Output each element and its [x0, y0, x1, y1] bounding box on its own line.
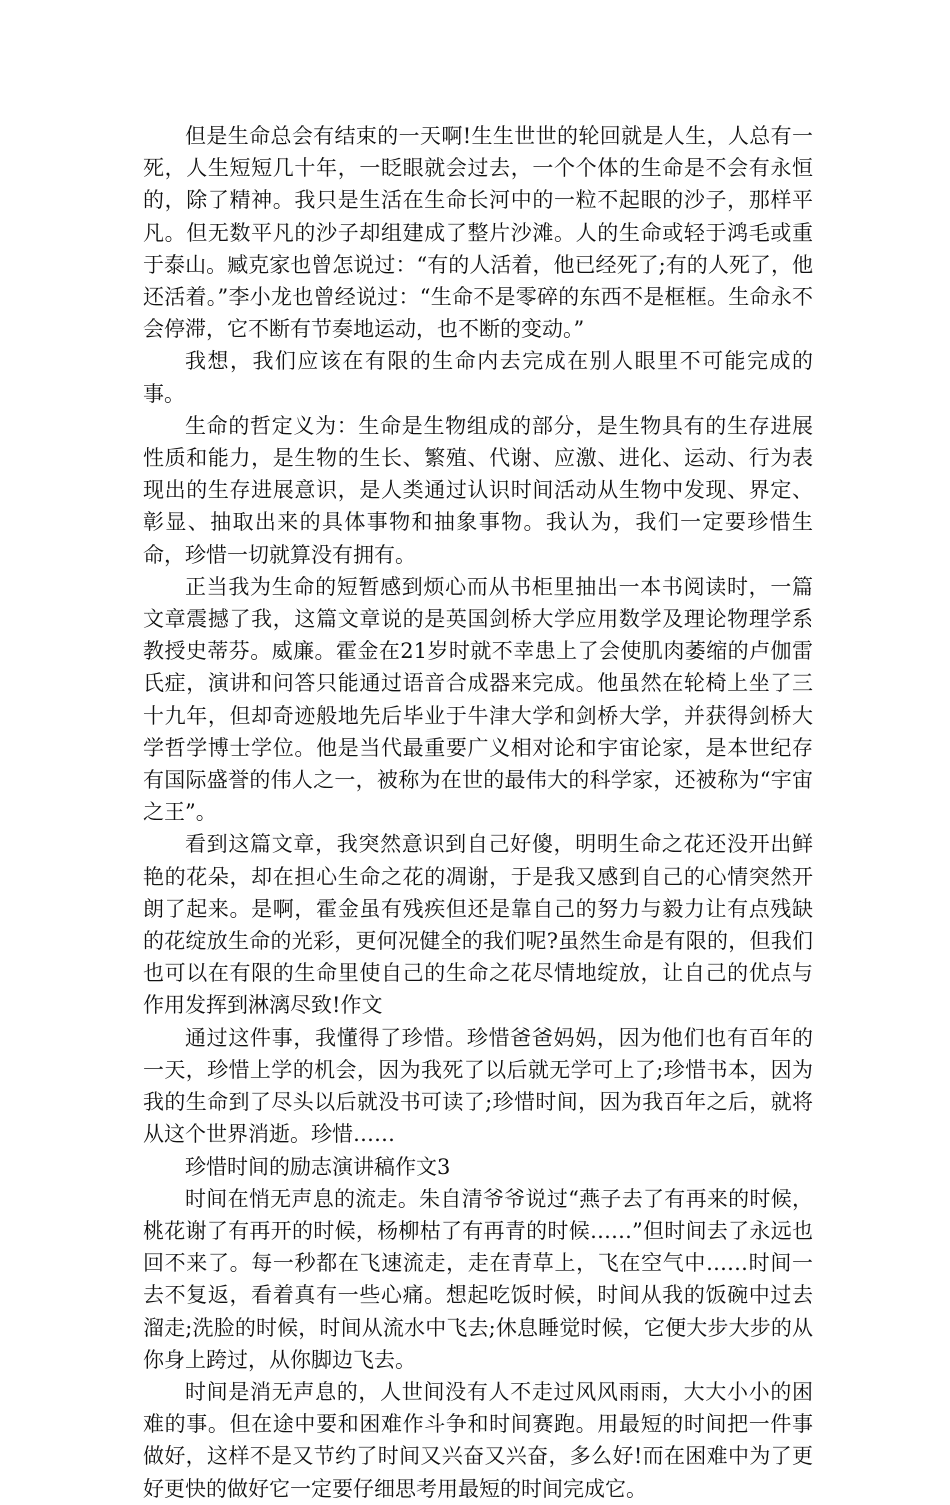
paragraph: 时间在悄无声息的流走。朱自清爷爷说过“燕子去了有再来的时候，桃花谢了有再开的时候，杨柳枯了有再青的时候……”但时间去了永远也回不来了。每一秒都在飞速流走，走在青草上，飞在空气中……时间一去不复返，看着真有一些心痛。想起吃饭时候，时间从我的饭碗中过去溜走;洗脸的时候，时间从流水中飞去;休息睡觉时候，它便大步大步的从你身上跨过，从你脚边飞去。 — [143, 1186, 813, 1372]
paragraph: 通过这件事，我懂得了珍惜。珍惜爸爸妈妈，因为他们也有百年的一天，珍惜上学的机会，因为我死了以后就无学可上了;珍惜书本，因为我的生命到了尽头以后就没书可读了;珍惜时间，因为我百年之后，就将从这个世界消逝。珍惜…… — [143, 1025, 813, 1147]
paragraph: 生命的哲定义为：生命是生物组成的部分，是生物具有的生存进展性质和能力，是生物的生长、繁殖、代谢、应激、进化、运动、行为表现出的生存进展意识，是人类通过认识时间活动从生物中发现、界定、彰显、抽取出来的具体事物和抽象事物。我认为，我们一定要珍惜生命，珍惜一切就算没有拥有。 — [143, 413, 813, 567]
paragraph: 看到这篇文章，我突然意识到自己好傻，明明生命之花还没开出鲜艳的花朵，却在担心生命之花的凋谢，于是我又感到自己的心情突然开朗了起来。是啊，霍金虽有残疾但还是靠自己的努力与毅力让有点残缺的花绽放生命的光彩，更何况健全的我们呢?虽然生命是有限的，但我们也可以在有限的生命里使自己的生命之花尽情地绽放，让自己的优点与作用发挥到淋漓尽致!作文 — [143, 832, 813, 1018]
paragraph: 正当我为生命的短暂感到烦心而从书柜里抽出一本书阅读时，一篇文章震撼了我，这篇文章说的是英国剑桥大学应用数学及理论物理学系教授史蒂芬。威廉。霍金在21岁时就不幸患上了会使肌肉萎缩的卢伽雷氏症，演讲和问答只能通过语音合成器来完成。他虽然在轮椅上坐了三十九年，但却奇迹般地先后毕业于牛津大学和剑桥大学，并获得剑桥大学哲学博士学位。他是当代最重要广义相对论和宇宙论家，是本世纪存有国际盛誉的伟人之一，被称为在世的最伟大的科学家，还被称为“宇宙之王”。 — [143, 574, 813, 825]
paragraph: 但是生命总会有结束的一天啊!生生世世的轮回就是人生，人总有一死，人生短短几十年，一眨眼就会过去，一个个体的生命是不会有永恒的，除了精神。我只是生活在生命长河中的一粒不起眼的沙子，那样平凡。但无数平凡的沙子却组建成了整片沙滩。人的生命或轻于鸿毛或重于泰山。臧克家也曾怎说过：“有的人活着，他已经死了;有的人死了，他还活着。”李小龙也曾经说过：“生命不是零碎的东西不是框框。生命永不会停滞，它不断有节奏地运动，也不断的变动。” — [143, 124, 813, 342]
document-body — [143, 120, 813, 1505]
section-heading: 珍惜时间的励志演讲稿作文3 — [185, 1154, 451, 1179]
paragraph: 时间是消无声息的，人世间没有人不走过风风雨雨，大大小小的困难的事。但在途中要和困难作斗争和时间赛跑。用最短的时间把一件事做好，这样不是又节约了时间又兴奋又兴奋，多么好!而在困难中为了更好更快的做好它一定要仔细思考用最短的时间完成它。 — [143, 1379, 813, 1501]
paragraph: 我想，我们应该在有限的生命内去完成在别人眼里不可能完成的事。 — [143, 349, 813, 406]
